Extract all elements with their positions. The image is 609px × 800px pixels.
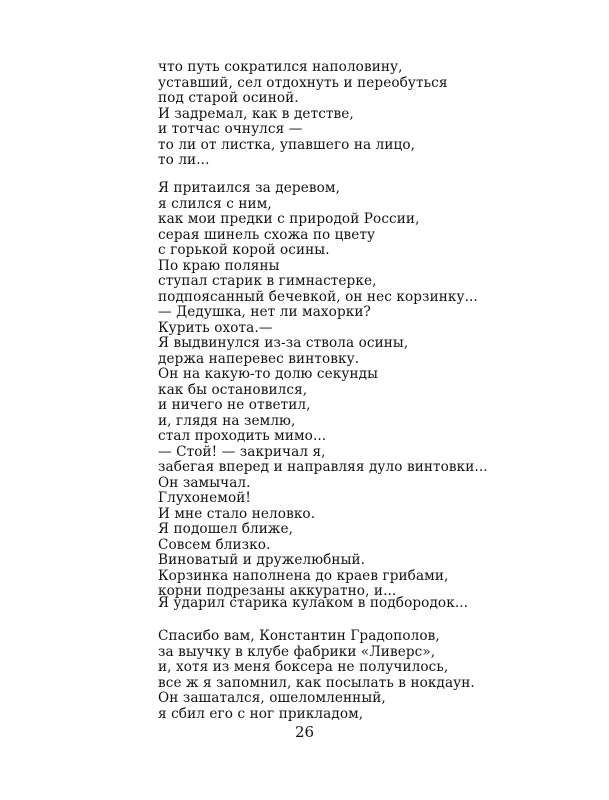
poem-line: Совсем близко.	[158, 536, 271, 553]
poem-line: и, глядя на землю,	[158, 412, 296, 429]
poem-line: стал проходить мимо...	[158, 428, 327, 444]
stanza-2	[158, 181, 488, 600]
poem-line: Я выдвинулся из-за ствола осины,	[158, 335, 409, 351]
poem-line: Виноватый и дружелюбный.	[158, 552, 366, 568]
stanza-4	[158, 629, 475, 722]
poem-line: подпоясанный бечевкой, он нес корзинку...	[158, 288, 478, 305]
poem-line: Я подошел ближе,	[158, 521, 294, 537]
poem-line: все ж я запомнил, как посылать в нокдаун.	[158, 674, 475, 691]
poem-line: Корзинка наполнена до краев грибами,	[158, 567, 449, 584]
poem-line: то ли...	[158, 152, 210, 168]
poem-line: как бы остановился,	[158, 381, 308, 398]
poem-line: с горькой корой осины.	[158, 242, 330, 258]
poem-line: Я притаился за деревом,	[158, 180, 340, 196]
poem-line: и ничего не ответил,	[158, 397, 311, 413]
poem-line: Я ударил старика кулаком в подбородок...	[158, 595, 469, 611]
poem-line: — Дедушка, нет ли махорки?	[158, 304, 371, 320]
poem-line: я слился с ним,	[158, 195, 272, 212]
stanza-3	[158, 596, 468, 612]
stanza-1	[158, 60, 448, 169]
poem-line: как мои предки с природой России,	[158, 211, 420, 227]
poem-line: Он замычал.	[158, 474, 251, 491]
poem-line: корни подрезаны аккуратно, и...	[158, 583, 397, 599]
poem-line: за выучку в клубе фабрики «Ливерс»,	[158, 643, 436, 660]
poem-line: И мне стало неловко.	[158, 505, 316, 522]
poem-line: Курить охота.—	[158, 319, 273, 336]
poem-line: уставший, сел отдохнуть и переобуться	[158, 74, 448, 91]
poem-line: Он зашатался, ошеломленный,	[158, 690, 386, 706]
poem-line: Он на какую-то долю секунды	[158, 366, 379, 382]
poem-line: Глухонемой!	[158, 490, 251, 506]
poem-line: забегая вперед и направляя дуло винтовки...	[158, 459, 488, 475]
poem-line: держа наперевес винтовку.	[158, 350, 360, 367]
page-number: 26	[294, 723, 315, 741]
poem-line: Спасибо вам, Константин Градополов,	[158, 628, 440, 644]
poem-line: И задремал, как в детстве,	[158, 105, 354, 122]
poem-line: По краю поляны	[158, 257, 280, 274]
poem-line: я сбил его с ног прикладом,	[158, 705, 364, 722]
poem-line: — Стой! — закричал я,	[158, 443, 326, 460]
poem-line: что путь сократился наполовину,	[158, 59, 403, 75]
poem-line: под старой осиной.	[158, 90, 299, 106]
poem-line: серая шинель схожа по цвету	[158, 226, 376, 243]
poem-line: то ли от листка, упавшего на лицо,	[158, 136, 416, 153]
poem-line: и тотчас очнулся —	[158, 121, 303, 137]
poem-line: и, хотя из меня боксера не получилось,	[158, 659, 449, 675]
poem-line: ступал старик в гимнастерке,	[158, 273, 377, 289]
